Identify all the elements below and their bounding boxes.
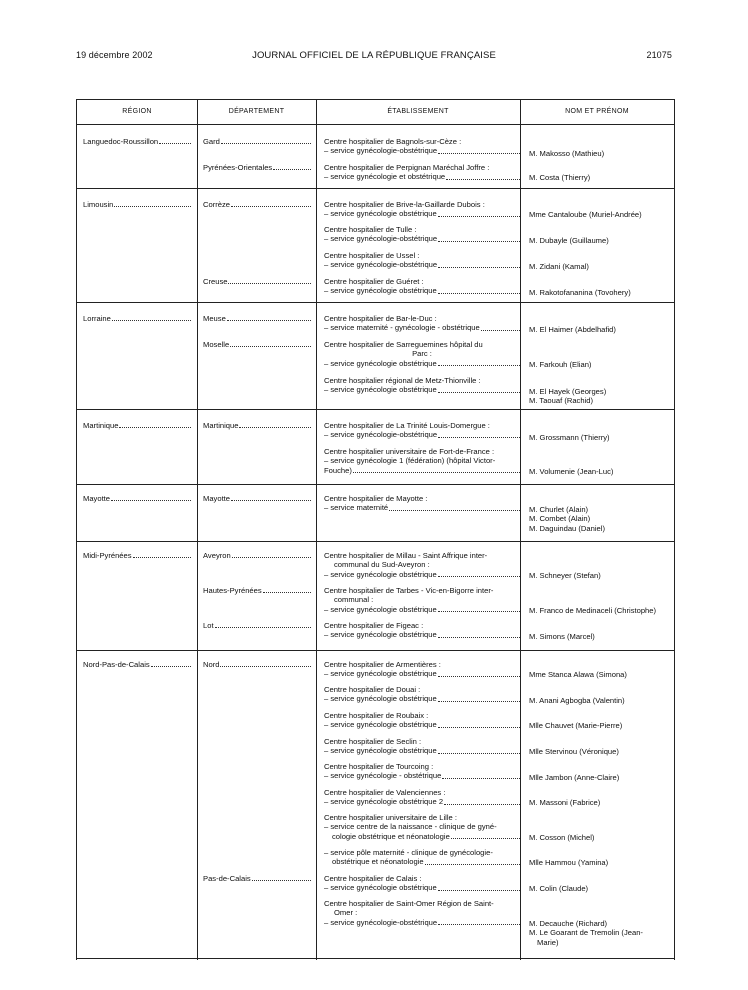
nom-entry: M. Colin (Claude) bbox=[529, 884, 589, 893]
header-divider bbox=[77, 124, 674, 125]
nom-entry: Mlle Jambon (Anne-Claire) bbox=[529, 773, 620, 782]
nom-entry: M. Makosso (Mathieu) bbox=[529, 149, 605, 158]
region-divider bbox=[77, 302, 674, 303]
column-header-etablissement: ÉTABLISSEMENT bbox=[387, 108, 449, 115]
departement-pas-de-calais: Pas-de-Calais bbox=[203, 874, 311, 883]
nom-entry: M. Simons (Marcel) bbox=[529, 632, 595, 641]
nom-entry: M. Volumenie (Jean-Luc) bbox=[529, 467, 614, 476]
nom-entry: Mme Cantaloube (Muriel-Andrée) bbox=[529, 210, 642, 219]
etablissement-entry: Centre hospitalier de Roubaix : – service gynécologie obstétrique bbox=[324, 711, 520, 730]
region-mayotte: Mayotte bbox=[83, 494, 191, 503]
region-martinique: Martinique bbox=[83, 421, 191, 430]
nom-entry: Mlle Stervinou (Véronique) bbox=[529, 747, 619, 756]
etablissement-entry: Centre hospitalier de Millau - Saint Affrique inter- communal du Sud-Aveyron : – service gynécologie obstétrique bbox=[324, 551, 520, 579]
header-date: 19 décembre 2002 bbox=[76, 50, 153, 60]
etablissement-entry: Centre hospitalier de Bar-le-Duc : – service maternité - gynécologie - obstétrique bbox=[324, 314, 520, 333]
etablissement-entry: Centre hospitalier de Figeac : – service gynécologie obstétrique bbox=[324, 621, 520, 640]
page-header bbox=[76, 50, 672, 64]
etablissement-entry: Centre hospitalier de Saint-Omer Région de Saint- Omer : – service gynécologie-obstétrique bbox=[324, 899, 520, 927]
column-divider bbox=[197, 100, 198, 960]
etablissement-entry: Centre hospitalier de Bagnols-sur-Cèze : – service gynécologie-obstétrique bbox=[324, 137, 520, 156]
departement-lot: Lot bbox=[203, 621, 311, 630]
table-bottom-line bbox=[77, 958, 674, 959]
appointments-table bbox=[76, 99, 675, 960]
region-divider bbox=[77, 484, 674, 485]
departement-martinique: Martinique bbox=[203, 421, 311, 430]
nom-entry: M. El Haimer (Abdelhafid) bbox=[529, 325, 616, 334]
etablissement-entry: Centre hospitalier régional de Metz-Thionville : – service gynécologie obstétrique bbox=[324, 376, 520, 395]
column-header-departement: DÉPARTEMENT bbox=[228, 108, 285, 115]
etablissement-entry: Centre hospitalier de Tarbes - Vic-en-Bigorre inter- communal : – service gynécologie obstétrique bbox=[324, 586, 520, 614]
nom-entry: M. Grossmann (Thierry) bbox=[529, 433, 610, 442]
departement-correze: Corrèze bbox=[203, 200, 311, 209]
etablissement-entry: Centre hospitalier de Ussel : – service gynécologie-obstétrique bbox=[324, 251, 520, 270]
nom-entry: M. Franco de Medinaceli (Christophe) bbox=[529, 606, 657, 615]
etablissement-entry: Centre hospitalier de Valenciennes : – service gynécologie obstétrique 2 bbox=[324, 788, 520, 807]
header-page-number: 21075 bbox=[646, 50, 672, 60]
etablissement-entry: Centre hospitalier de Armentières : – service gynécologie obstétrique bbox=[324, 660, 520, 679]
departement-pyrenees-orientales: Pyrénées-Orientales bbox=[203, 163, 311, 172]
column-header-nom: NOM ET PRÉNOM bbox=[565, 108, 629, 115]
nom-entry: M. Cosson (Michel) bbox=[529, 833, 595, 842]
etablissement-entry: Centre hospitalier de Tourcoing : – service gynécologie - obstétrique bbox=[324, 762, 520, 781]
departement-mayotte: Mayotte bbox=[203, 494, 311, 503]
etablissement-entry: Centre hospitalier de Mayotte : – service maternité bbox=[324, 494, 520, 513]
region-divider bbox=[77, 650, 674, 651]
nom-entry: Mlle Hammou (Yamina) bbox=[529, 858, 609, 867]
etablissement-entry: Centre hospitalier de Seclin : – service gynécologie obstétrique bbox=[324, 737, 520, 756]
etablissement-entry: Centre hospitalier de La Trinité Louis-Domergue : – service gynécologie-obstétrique bbox=[324, 421, 520, 440]
nom-entry: M. Anani Agbogba (Valentin) bbox=[529, 696, 625, 705]
departement-creuse: Creuse bbox=[203, 277, 311, 286]
nom-entry: M. Costa (Thierry) bbox=[529, 173, 591, 182]
nom-entry: Mme Stanca Alawa (Simona) bbox=[529, 670, 627, 679]
etablissement-entry: Centre hospitalier de Perpignan Maréchal Joffre : – service gynécologie et obstétrique bbox=[324, 163, 520, 182]
etablissement-entry: Centre hospitalier de Calais : – service gynécologie obstétrique bbox=[324, 874, 520, 893]
nom-entry: M. Rakotofananina (Tovohery) bbox=[529, 288, 631, 297]
departement-hautes-pyrenees: Hautes-Pyrénées bbox=[203, 586, 311, 595]
region-midi-pyrenees: Midi-Pyrénées bbox=[83, 551, 191, 560]
region-lorraine: Lorraine bbox=[83, 314, 191, 323]
etablissement-entry: Centre hospitalier universitaire de Lille : – service centre de la naissance - clinique de gyné- cologie obstétrique et néonatologie bbox=[324, 813, 520, 841]
nom-entry: M. Decauche (Richard) M. Le Goarant de Tremolin (Jean- Marie) bbox=[529, 919, 643, 947]
nom-entry: M. Dubayle (Guillaume) bbox=[529, 236, 609, 245]
header-title: JOURNAL OFFICIEL DE LA RÉPUBLIQUE FRANÇAISE bbox=[252, 50, 496, 61]
nom-entry: M. Churlet (Alain) M. Combet (Alain) M. Daguindau (Daniel) bbox=[529, 505, 605, 533]
nom-entry: M. El Hayek (Georges) M. Taouaf (Rachid) bbox=[529, 387, 607, 406]
etablissement-entry: Centre hospitalier universitaire de Fort-de-France : – service gynécologie 1 (fédération) (hôpital Victor- Fouche) bbox=[324, 447, 520, 475]
departement-meuse: Meuse bbox=[203, 314, 311, 323]
region-divider bbox=[77, 409, 674, 410]
etablissement-entry: Centre hospitalier de Brive-la-Gaillarde Dubois : – service gynécologie obstétrique bbox=[324, 200, 520, 219]
departement-aveyron: Aveyron bbox=[203, 551, 311, 560]
departement-nord: Nord bbox=[203, 660, 311, 669]
etablissement-entry: – service pôle maternité - clinique de gynécologie- obstétrique et néonatologie bbox=[324, 848, 520, 867]
column-divider bbox=[520, 100, 521, 960]
region-divider bbox=[77, 541, 674, 542]
departement-moselle: Moselle bbox=[203, 340, 311, 349]
nom-entry: M. Schneyer (Stefan) bbox=[529, 571, 601, 580]
nom-entry: Mlle Chauvet (Marie-Pierre) bbox=[529, 721, 623, 730]
etablissement-entry: Centre hospitalier de Tulle : – service gynécologie-obstétrique bbox=[324, 225, 520, 244]
etablissement-entry: Centre hospitalier de Sarreguemines hôpital du Parc : – service gynécologie obstétrique bbox=[324, 340, 520, 368]
departement-gard: Gard bbox=[203, 137, 311, 146]
etablissement-entry: Centre hospitalier de Guéret : – service gynécologie obstétrique bbox=[324, 277, 520, 296]
region-limousin: Limousin bbox=[83, 200, 191, 209]
region-languedoc-roussillon: Languedoc-Roussillon bbox=[83, 137, 191, 146]
nom-entry: M. Zidani (Kamal) bbox=[529, 262, 589, 271]
column-header-region: RÉGION bbox=[122, 108, 152, 115]
region-nord-pas-de-calais: Nord-Pas-de-Calais bbox=[83, 660, 191, 669]
nom-entry: M. Farkouh (Elian) bbox=[529, 360, 592, 369]
etablissement-entry: Centre hospitalier de Douai : – service gynécologie obstétrique bbox=[324, 685, 520, 704]
nom-entry: M. Massoni (Fabrice) bbox=[529, 798, 601, 807]
region-divider bbox=[77, 188, 674, 189]
column-divider bbox=[316, 100, 317, 960]
